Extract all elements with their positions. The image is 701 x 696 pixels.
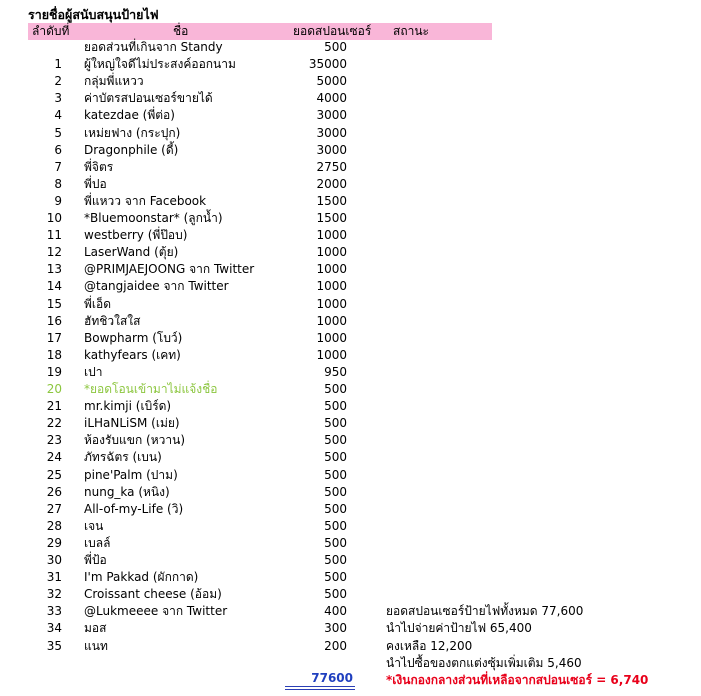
row-number: 33 — [46, 604, 62, 619]
sponsor-amount: 1500 — [316, 193, 347, 208]
summary-note: คงเหลือ 12,200 — [386, 638, 473, 653]
sponsor-amount: 950 — [324, 364, 347, 379]
sponsor-name: nung_ka (หนิง) — [84, 484, 170, 499]
row-number: 12 — [46, 245, 62, 260]
sponsor-name: I'm Pakkad (ผักกาด) — [84, 570, 199, 585]
page-title: รายชื่อผู้สนับสนุนป้ายไฟ — [28, 7, 159, 22]
sponsor-name: ภัทรฉัตร (เบน) — [84, 450, 162, 465]
sponsor-name: mr.kimji (เบิร์ด) — [84, 399, 172, 414]
table-header — [28, 23, 492, 40]
sponsor-amount: 500 — [324, 484, 347, 499]
row-number: 15 — [46, 296, 62, 311]
sponsor-amount: 2000 — [316, 176, 347, 191]
sponsor-amount: 3000 — [316, 108, 347, 123]
row-number: 35 — [46, 638, 62, 653]
table-row — [0, 296, 701, 313]
sponsor-name: มอส — [84, 621, 107, 636]
sponsor-name: พี่จิตร — [84, 159, 114, 174]
row-number: 3 — [54, 91, 62, 106]
row-number: 19 — [46, 364, 62, 379]
row-number: 6 — [54, 142, 62, 157]
table-row — [0, 90, 701, 107]
table-row — [0, 193, 701, 210]
sponsor-amount: 500 — [324, 535, 347, 550]
sponsor-name: pine'Palm (ปาม) — [84, 467, 178, 482]
row-number: 25 — [46, 467, 62, 482]
table-row — [0, 73, 701, 90]
sponsor-name: @PRIMJAEJOONG จาก Twitter — [84, 262, 255, 277]
table-row — [0, 142, 701, 159]
sponsor-amount: 1500 — [316, 211, 347, 225]
table-row — [0, 107, 701, 124]
table-row — [0, 364, 701, 381]
sponsor-amount: 500 — [324, 399, 347, 414]
table-row — [0, 484, 701, 501]
row-number: 5 — [54, 125, 62, 140]
sponsor-amount: 1000 — [316, 279, 347, 294]
sponsor-name: ค่าบัตรสปอนเซอร์ขายได้ — [84, 91, 213, 106]
table-row — [0, 313, 701, 330]
table-row — [0, 586, 701, 603]
row-number: 13 — [46, 262, 62, 277]
row-number: 30 — [46, 553, 62, 567]
sponsor-name: ผู้ใหญ่ใจดีไม่ประสงค์ออกนาม — [84, 57, 236, 72]
sponsor-name: ห้องรับแขก (หวาน) — [84, 433, 186, 448]
sponsor-amount: 500 — [324, 433, 347, 448]
table-row — [0, 467, 701, 484]
table-row — [0, 347, 701, 364]
table-row — [0, 244, 701, 261]
total-underline — [285, 686, 355, 687]
sponsor-amount: 500 — [324, 382, 347, 396]
sponsor-name: พี่ป้อ — [84, 553, 107, 567]
table-row — [0, 125, 701, 142]
row-number: 34 — [46, 621, 62, 636]
sponsor-name: @tangjaidee จาก Twitter — [84, 279, 229, 294]
summary-note: ยอดสปอนเซอร์ป้ายไฟทั้งหมด 77,600 — [386, 604, 584, 619]
total-amount: 77600 — [311, 671, 353, 685]
table-row — [0, 398, 701, 415]
sponsor-name: Bowpharm (โบว์) — [84, 330, 183, 345]
sponsor-name: @Lukmeeee จาก Twitter — [84, 604, 228, 619]
sponsor-name: ยอดส่วนที่เกินจาก Standy — [84, 40, 223, 54]
sponsor-amount: 300 — [324, 621, 347, 636]
row-number: 9 — [54, 193, 62, 208]
row-number: 28 — [46, 518, 62, 533]
table-row — [0, 56, 701, 73]
row-number: 10 — [46, 211, 62, 225]
sponsor-name: *Bluemoonstar* (ลูกน้ำ) — [84, 211, 223, 225]
sponsor-name: kathyfears (เคท) — [84, 347, 181, 362]
sponsor-amount: 500 — [324, 450, 347, 465]
table-row — [0, 620, 701, 637]
row-number: 1 — [54, 57, 62, 72]
row-number: 31 — [46, 570, 62, 585]
remaining-fund-note: *เงินกองกลางส่วนที่เหลือจากสปอนเซอร์ = 6,740 — [386, 672, 649, 687]
sponsor-name: พี่แหวว จาก Facebook — [84, 193, 207, 208]
sponsor-amount: 1000 — [316, 347, 347, 362]
sponsor-amount: 200 — [324, 638, 347, 653]
row-number: 2 — [54, 74, 62, 89]
row-number: 18 — [46, 347, 62, 362]
sponsor-amount: 3000 — [316, 125, 347, 140]
sponsor-amount: 500 — [324, 570, 347, 585]
sponsor-name: แนท — [84, 638, 108, 653]
sponsor-amount: 3000 — [316, 142, 347, 157]
table-row — [0, 518, 701, 535]
table-row — [0, 552, 701, 569]
sponsor-amount: 1000 — [316, 296, 347, 311]
table-row — [0, 381, 701, 398]
table-row — [0, 176, 701, 193]
sponsor-amount: 1000 — [316, 228, 347, 243]
sponsor-name: เจน — [84, 518, 104, 533]
row-number: 26 — [46, 484, 62, 499]
header-status: สถานะ — [393, 24, 429, 38]
sponsor-amount: 1000 — [316, 262, 347, 277]
sponsor-amount: 1000 — [316, 313, 347, 328]
sponsor-name: พี่ปอ — [84, 176, 107, 191]
row-number: 7 — [54, 159, 62, 174]
table-row — [0, 278, 701, 295]
sponsor-name: ฮัทชิวใสใส — [84, 313, 141, 328]
table-row — [0, 227, 701, 244]
row-number: 16 — [46, 313, 62, 328]
sponsor-amount: 500 — [324, 587, 347, 602]
sponsor-name: พี่เอ็ด — [84, 296, 112, 311]
table-row — [0, 603, 701, 620]
table-row — [0, 432, 701, 449]
sponsor-name: เบลล์ — [84, 535, 111, 550]
sponsor-amount: 400 — [324, 604, 347, 619]
sponsor-amount: 2750 — [316, 159, 347, 174]
row-number: 17 — [46, 330, 62, 345]
sponsor-amount: 1000 — [316, 330, 347, 345]
table-row — [0, 330, 701, 347]
table-row — [0, 535, 701, 552]
table-row — [0, 638, 701, 655]
header-number: ลำดับที่ — [32, 24, 70, 38]
sponsor-amount: 500 — [324, 518, 347, 533]
sponsor-amount: 500 — [324, 40, 347, 54]
table-row — [0, 449, 701, 466]
table-row — [0, 159, 701, 176]
row-number: 11 — [46, 228, 62, 243]
sponsor-name: westberry (พี่ป๊อบ) — [84, 228, 188, 243]
row-number: 27 — [46, 501, 62, 516]
row-number: 23 — [46, 433, 62, 448]
sponsor-amount: 500 — [324, 416, 347, 431]
row-number: 24 — [46, 450, 62, 465]
sponsor-amount: 1000 — [316, 245, 347, 260]
row-number: 8 — [54, 176, 62, 191]
sponsor-amount: 5000 — [316, 74, 347, 89]
sponsor-name: All-of-my-Life (วิ) — [84, 501, 184, 516]
row-number: 22 — [46, 416, 62, 431]
row-number: 4 — [54, 108, 62, 123]
summary-note: นำไปจ่ายค่าป้ายไฟ 65,400 — [386, 621, 532, 636]
sponsor-name: *ยอดโอนเข้ามาไม่แจ้งชื่อ — [84, 382, 218, 396]
sponsor-name: iLHaNLiSM (เม่ย) — [84, 416, 180, 431]
sponsor-name: กลุ่มพี่แหวว — [84, 74, 144, 89]
sponsor-amount: 35000 — [308, 57, 347, 72]
sponsor-amount: 500 — [324, 553, 347, 567]
sponsor-name: Dragonphile (ดี้) — [84, 142, 179, 157]
sponsor-amount: 4000 — [316, 91, 347, 106]
sponsor-name: เปา — [84, 364, 103, 379]
header-name: ชื่อ — [173, 24, 189, 38]
row-number: 14 — [46, 279, 62, 294]
summary-note: นำไปซื้อของตกแต่งซุ้มเพิ่มเติม 5,460 — [386, 655, 582, 670]
header-amount: ยอดสปอนเซอร์ — [293, 24, 372, 38]
row-number: 29 — [46, 535, 62, 550]
row-number: 21 — [46, 399, 62, 414]
table-row — [0, 261, 701, 278]
sponsor-name: LaserWand (ตุ้ย) — [84, 245, 179, 260]
table-row — [0, 501, 701, 518]
table-row — [0, 39, 701, 56]
table-row — [0, 415, 701, 432]
sponsor-name: Croissant cheese (อ้อม) — [84, 587, 222, 602]
sponsor-name: เหม่ยฟาง (กระปุก) — [84, 125, 181, 140]
sponsor-name: katezdae (พี่ต่อ) — [84, 108, 175, 123]
table-row — [0, 569, 701, 586]
sponsor-amount: 500 — [324, 467, 347, 482]
row-number: 20 — [46, 382, 62, 396]
sponsor-amount: 500 — [324, 501, 347, 516]
row-number: 32 — [46, 587, 62, 602]
total-underline — [285, 689, 355, 690]
table-row — [0, 210, 701, 227]
